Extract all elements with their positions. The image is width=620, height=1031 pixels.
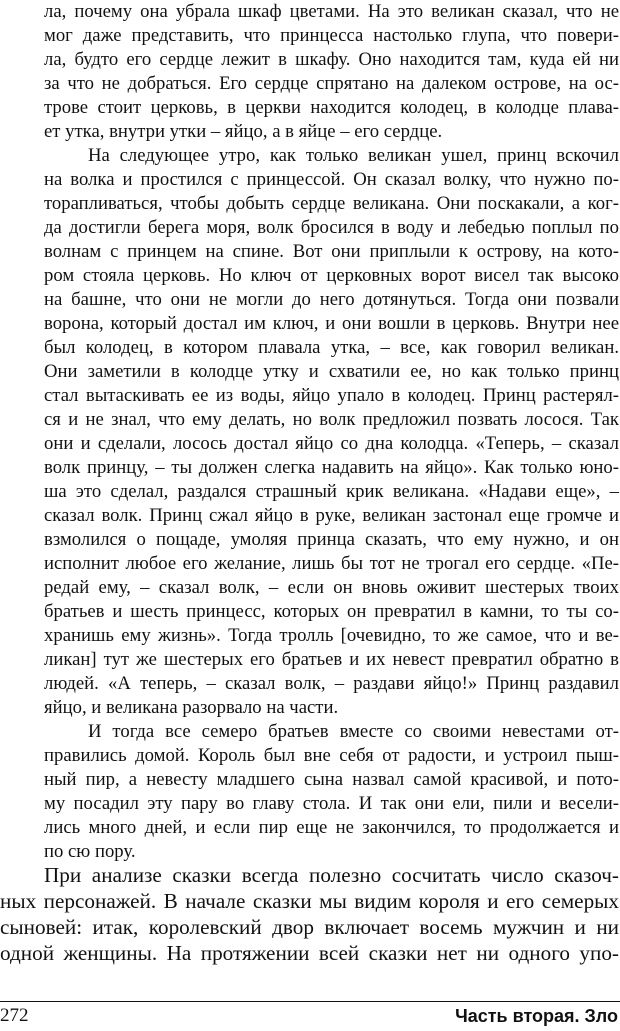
text-line: хранишь ему жизнь». Тогда тролль [очевидно, то же самое, что и ве- [44, 625, 619, 646]
text-line: был колодец, в котором плавала утка, – все, как говорил великан. [44, 337, 619, 358]
text-line: И тогда все семеро братьев вместе со своими невестами от- [88, 721, 619, 742]
text-line: ворона, который достал им ключ, и они вошли в церковь. Внутри нее [44, 313, 619, 334]
text-line: одной женщины. На протяжении всей сказки нет ни одного упо- [0, 941, 619, 965]
text-line: да достигли берега моря, волк бросился в воду и лебедью поплыл по [44, 217, 619, 238]
text-line: мог даже представить, что принцесса настолько глупа, что повери- [44, 25, 619, 46]
text-line: ный пир, а невесту младшего сына назвал самой красивой, и пото- [44, 769, 619, 790]
text-line: на волка и простился с принцессой. Он сказал волку, что нужно по- [44, 169, 619, 190]
text-line: трове стоит церковь, в церкви находится колодец, в колодце плава- [44, 97, 619, 118]
text-line: людей. «А теперь, – сказал волк, – раздави яйцо!» Принц раздавил [44, 673, 619, 694]
footer-divider [0, 1001, 620, 1002]
text-line: правились домой. Король был вне себя от радости, и устроил пыш- [44, 745, 619, 766]
text-line: ла, будто его сердце лежит в шкафу. Оно находится там, куда ей ни [44, 49, 619, 70]
text-line: При анализе сказки всегда полезно сосчитать число сказоч- [44, 863, 619, 887]
text-line: ша это сделал, раздался страшный крик великана. «Надави еще», – [44, 481, 619, 502]
text-line: яйцо, и великана разорвало на части. [44, 697, 339, 718]
text-line: волнам с принцем на спине. Вот они приплыли к острову, на кото- [44, 241, 619, 262]
text-line: ром стояла церковь. Но ключ от церковных ворот висел так высоко [44, 265, 619, 286]
text-line: за что не добраться. Его сердце спрятано на далеком острове, на ос- [44, 73, 619, 94]
text-line: ликан] тут же шестерых его братьев и их невест превратил обратно в [44, 649, 619, 670]
text-line: сыновей: итак, королевский двор включает восемь мужчин и ни [0, 915, 619, 939]
text-line: ных персонажей. В начале сказки мы видим короля и его семерых [0, 889, 619, 913]
text-line: Они заметили в колодце утку и схватили ее, но как только принц [44, 361, 619, 382]
text-line: ла, почему она убрала шкаф цветами. На это великан сказал, что не [44, 1, 619, 22]
text-line: лись много дней, и если пир еще не закончился, то продолжается и [44, 817, 619, 838]
text-line: сказал волк. Принц сжал яйцо в руке, великан застонал еще громче и [44, 505, 619, 526]
fairy-tale-quote [44, 0, 619, 864]
text-line: торапливаться, чтобы добыть сердце великана. Они поскакали, а ког- [44, 193, 619, 214]
text-line: редай ему, – сказал волк, – если он вновь оживит шестерых твоих [44, 577, 619, 598]
text-line: ет утка, внутри утки – яйцо, а в яйце – его сердце. [44, 121, 443, 142]
running-head: Часть вторая. Зло [455, 1006, 618, 1026]
text-line: они и сделали, лосось достал яйцо со дна колодца. «Теперь, – сказал [44, 433, 619, 454]
text-line: му посадил эту пару во главу стола. И так они ели, пили и весели- [44, 793, 619, 814]
text-line: волк принцу, – ты должен слегка надавить на яйцо». Как только юно- [44, 457, 619, 478]
text-line: На следующее утро, как только великан ушел, принц вскочил [88, 145, 619, 166]
text-line: по сю пору. [44, 841, 136, 862]
text-line: на башне, что они не могли до него дотянуться. Тогда они позвали [44, 289, 619, 310]
page-number: 272 [0, 1005, 29, 1026]
text-line: исполнит любое его желание, лишь бы тот не трогал его сердце. «Пе- [44, 553, 619, 574]
text-line: ся и не знал, что ему делать, но волк предложил позвать лосося. Так [44, 409, 619, 430]
text-line: взмолился о пощаде, умоляя принца сказать, что ему нужно, и он [44, 529, 619, 550]
analysis-paragraph [0, 862, 619, 966]
text-line: стал вытаскивать ее из воды, яйцо упало в колодец. Принц растерял- [44, 385, 619, 406]
text-line: братьев и шесть принцесс, которых он превратил в камни, то ты со- [44, 601, 619, 622]
